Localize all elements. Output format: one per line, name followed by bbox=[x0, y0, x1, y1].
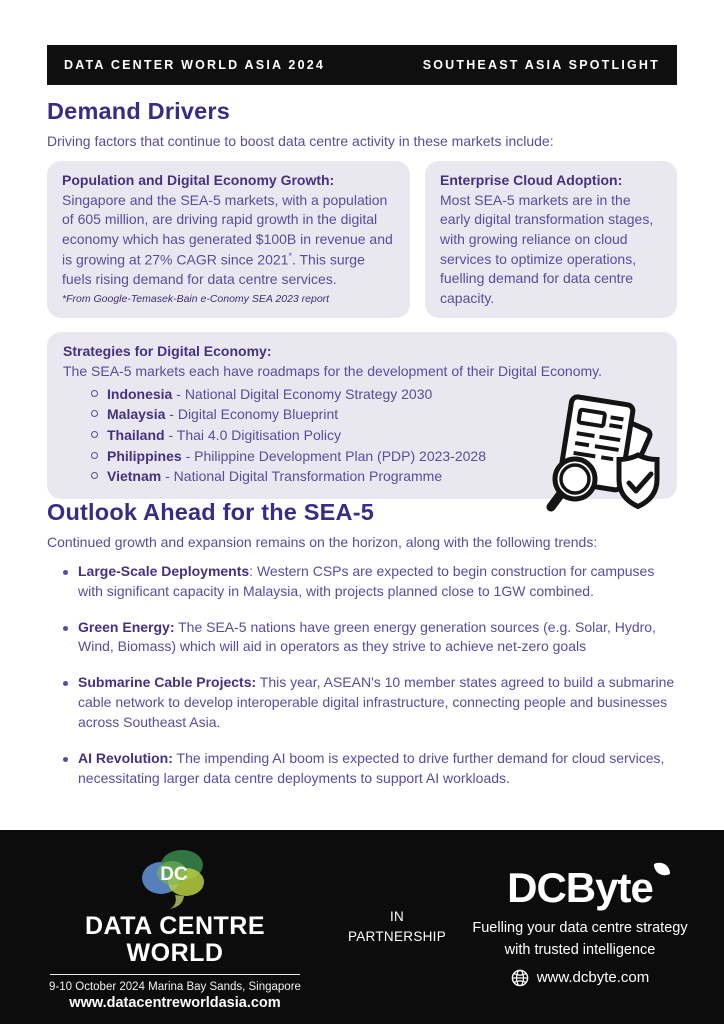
plan-label: National Digital Economy Strategy 2030 bbox=[184, 385, 433, 402]
card-population-growth bbox=[47, 161, 410, 318]
dcw-name-line1: DATA CENTRE bbox=[84, 912, 266, 941]
footer bbox=[0, 830, 724, 1024]
demand-intro: Driving factors that continue to boost data centre activity in these markets include: bbox=[47, 133, 554, 149]
partnership-line1: IN bbox=[389, 908, 405, 924]
dcbyte-block bbox=[458, 864, 702, 987]
trend-lead: AI Revolution: bbox=[78, 749, 173, 766]
trend-body: This year, ASEAN's 10 member states agreed to build a submarine cable network to develop interoperable digital infrastructure, connecting people and businesses across Southeast Asia. bbox=[78, 674, 675, 731]
dot-bullet-icon bbox=[63, 681, 68, 686]
separator: - bbox=[164, 427, 177, 444]
partnership-line2: PARTNERSHIP bbox=[347, 929, 447, 944]
plan-label: Digital Economy Blueprint bbox=[177, 406, 339, 423]
country-label: Vietnam bbox=[107, 468, 162, 485]
strategy-text bbox=[107, 404, 338, 425]
card-body-main: Singapore and the SEA-5 markets, with a population of 605 million, are driving rapid growth in the digital economy which has generated $100B in revenue and is growing at 27% CAGR since 2021 bbox=[62, 191, 393, 268]
header-bar bbox=[47, 45, 677, 85]
trend-text bbox=[78, 562, 677, 602]
circle-bullet-icon bbox=[91, 452, 98, 459]
strategy-text bbox=[107, 425, 341, 446]
dcw-block bbox=[14, 842, 336, 1012]
card-intro: The SEA-5 markets each have roadmaps for the development of their Digital Economy. bbox=[63, 363, 603, 380]
spotlight-title: SOUTHEAST ASIA SPOTLIGHT bbox=[422, 58, 660, 72]
trend-item-ai-revolution bbox=[47, 749, 677, 789]
document-magnifier-shield-icon bbox=[545, 391, 663, 517]
dcbyte-website-row bbox=[458, 969, 702, 987]
country-label: Thailand bbox=[107, 427, 165, 444]
section-title-outlook: Outlook Ahead for the SEA-5 bbox=[47, 498, 375, 525]
strategy-text bbox=[107, 446, 486, 467]
separator: - bbox=[172, 385, 185, 402]
plan-label: Thai 4.0 Digitisation Policy bbox=[176, 427, 341, 444]
leaf-mark-icon bbox=[653, 861, 670, 878]
card-footnote: *From Google-Temasek-Bain e-Conomy SEA 2023 report bbox=[62, 292, 330, 305]
dcbyte-website-link[interactable]: www.dcbyte.com bbox=[536, 969, 650, 987]
card-strategies bbox=[47, 332, 677, 498]
country-label: Philippines bbox=[107, 447, 182, 464]
dot-bullet-icon bbox=[63, 626, 68, 631]
separator: - bbox=[161, 468, 174, 485]
event-title: DATA CENTER WORLD ASIA 2024 bbox=[64, 58, 326, 72]
footnote-mark: * bbox=[288, 250, 292, 261]
dcw-event-info: 9-10 October 2024 Marina Bay Sands, Singapore bbox=[49, 980, 301, 993]
dcw-divider bbox=[50, 974, 300, 975]
circle-bullet-icon bbox=[91, 390, 98, 397]
main-content bbox=[47, 98, 677, 805]
dcbyte-logo bbox=[507, 864, 653, 912]
trend-item-green-energy bbox=[47, 618, 677, 658]
data-centre-world-logo bbox=[135, 842, 215, 912]
trend-lead: Green Energy: bbox=[78, 618, 175, 635]
card-title: Enterprise Cloud Adoption: bbox=[440, 172, 623, 188]
circle-bullet-icon bbox=[91, 472, 98, 479]
strategy-text bbox=[107, 384, 432, 405]
country-label: Malaysia bbox=[107, 406, 166, 423]
trend-body: The impending AI boom is expected to drive further demand for cloud services, necessitating larger data centre deployments to support AI workloads. bbox=[78, 749, 665, 786]
trend-lead: Large-Scale Deployments bbox=[78, 562, 250, 579]
separator: - bbox=[165, 406, 178, 423]
trend-text bbox=[78, 749, 677, 789]
dcw-website-link[interactable]: www.datacentreworldasia.com bbox=[69, 994, 281, 1011]
plan-label: National Digital Transformation Programme bbox=[173, 468, 443, 485]
dcbyte-brand: DCByte bbox=[507, 864, 653, 912]
plan-label: Philippine Development Plan (PDP) 2023-2028 bbox=[194, 447, 486, 464]
card-body: Most SEA-5 markets are in the early digital transformation stages, with growing reliance on cloud services to optimize operations, fuelling demand for data centre capacity. bbox=[440, 191, 654, 306]
card-cloud-adoption bbox=[425, 161, 677, 318]
outlook-list bbox=[47, 562, 677, 789]
dot-bullet-icon bbox=[63, 570, 68, 575]
card-title: Strategies for Digital Economy: bbox=[63, 343, 272, 360]
trend-text bbox=[78, 673, 677, 733]
card-body bbox=[62, 191, 395, 290]
card-body-rest: . This surge fuels rising demand for data centre services. bbox=[62, 251, 365, 287]
dot-bullet-icon bbox=[63, 757, 68, 762]
outlook-intro: Continued growth and expansion remains on the horizon, along with the following trends: bbox=[47, 533, 598, 550]
trend-item-large-scale-deployments bbox=[47, 562, 677, 602]
demand-cards-row bbox=[47, 161, 677, 318]
dcw-name bbox=[14, 913, 336, 966]
country-label: Indonesia bbox=[107, 385, 173, 402]
dcw-name-line2: WORLD bbox=[126, 938, 224, 967]
partnership-label bbox=[336, 907, 458, 948]
circle-bullet-icon bbox=[91, 431, 98, 438]
globe-icon bbox=[511, 969, 529, 987]
trend-lead: Submarine Cable Projects: bbox=[78, 674, 257, 691]
circle-bullet-icon bbox=[91, 410, 98, 417]
separator: - bbox=[181, 447, 195, 464]
trend-body: : Western CSPs are expected to begin construction for campuses with significant capacity in Malaysia, with projects planned close to 1GW combined. bbox=[78, 562, 655, 599]
section-title-demand-drivers: Demand Drivers bbox=[47, 98, 231, 124]
trend-text bbox=[78, 618, 677, 658]
dcw-logo-initials: DC bbox=[160, 864, 188, 886]
dcbyte-tagline: Fuelling your data centre strategy with trusted intelligence bbox=[472, 920, 688, 958]
card-title: Population and Digital Economy Growth: bbox=[62, 172, 335, 188]
trend-item-submarine-cable bbox=[47, 673, 677, 733]
trend-body: The SEA-5 nations have green energy generation sources (e.g. Solar, Hydro, Wind, Biomass) which will aid in operators as they strive to achieve net-zero goals bbox=[78, 618, 656, 655]
strategy-text bbox=[107, 466, 442, 487]
